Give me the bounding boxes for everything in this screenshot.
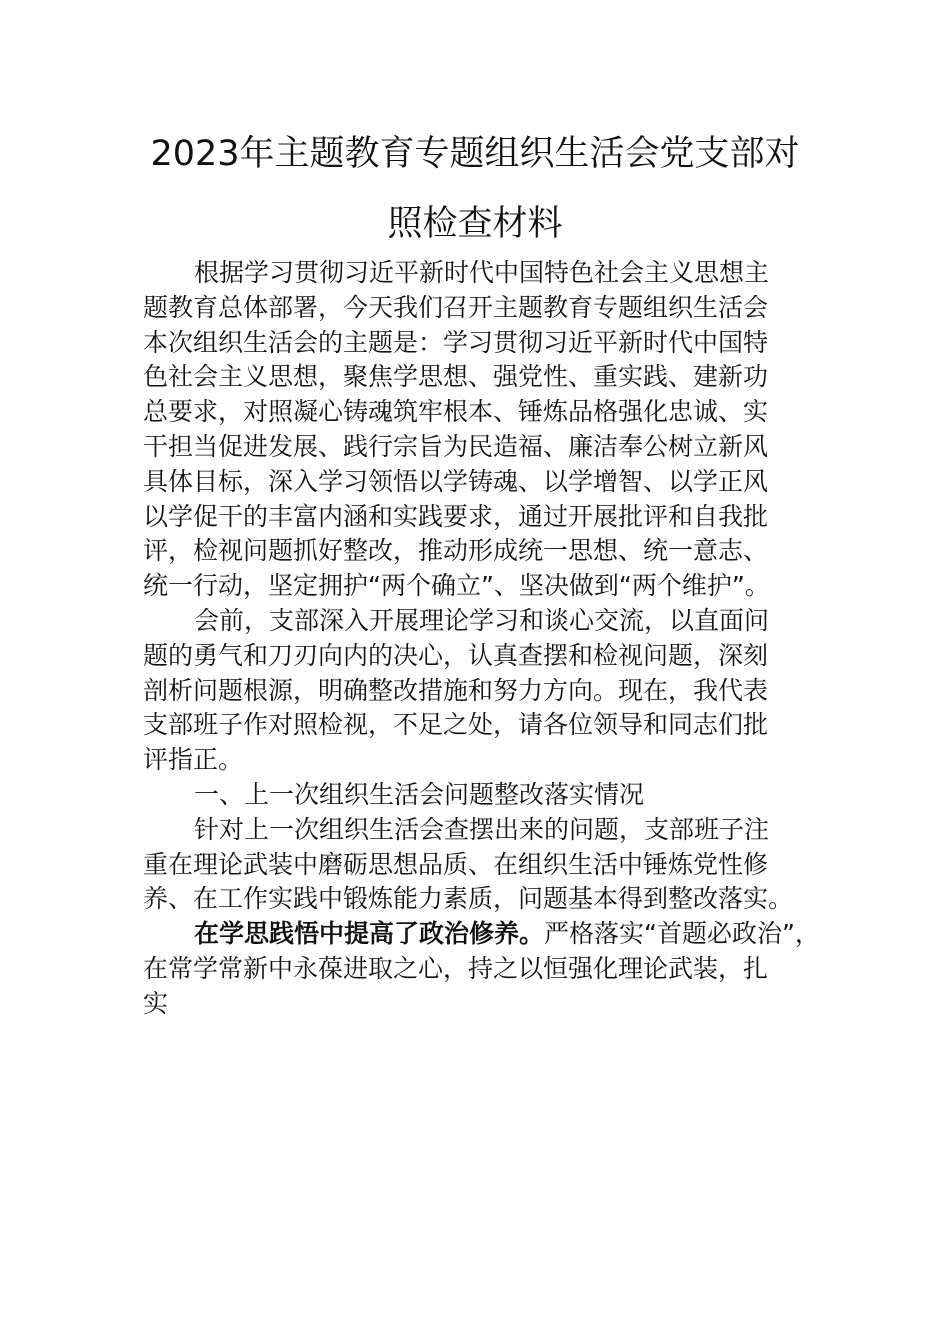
paragraph-1-line: 色社会主义思想，聚焦学思想、强党性、重实践、建新功: [143, 362, 769, 392]
paragraph-2-line: 支部班子作对照检视，不足之处，请各位领导和同志们批: [143, 710, 769, 740]
paragraph-1-line: 具体目标，深入学习领悟以学铸魂、以学增智、以学正风: [143, 466, 769, 496]
paragraph-2-line: 题的勇气和刀刃向内的决心，认真查摆和检视问题，深刻: [143, 640, 769, 670]
bold-lead-text: 在学思践悟中提高了政治修养。: [194, 919, 545, 949]
paragraph-1-line: 根据学习贯彻习近平新时代中国特色社会主义思想主: [194, 258, 770, 287]
paragraph-1-line: 题教育总体部署，今天我们召开主题教育专题组织生活会: [143, 292, 769, 322]
paragraph-2-line: 剖析问题根源，明确整改措施和努力方向。现在，我代表: [143, 675, 769, 705]
paragraph-3-line: 针对上一次组织生活会查摆出来的问题，支部班子注: [194, 814, 770, 844]
paragraph-1-line: 统一行动，坚定拥护“两个确立”、坚决做到“两个维护”。: [143, 571, 770, 601]
paragraph-4-line-rest: 严格落实“首题必政治”，: [544, 919, 820, 949]
document-title-line-2: 照检查材料: [387, 204, 563, 244]
document-body: [143, 256, 820, 1022]
paragraph-3-line: 养、在工作实践中锻炼能力素质，问题基本得到整改落实。: [143, 884, 794, 914]
section-heading: 一、上一次组织生活会问题整改落实情况: [194, 779, 645, 809]
paragraph-1-line: 以学促干的丰富内涵和实践要求，通过开展批评和自我批: [143, 501, 769, 531]
paragraph-1-line: 本次组织生活会的主题是：学习贯彻习近平新时代中国特: [143, 327, 769, 357]
paragraph-3-line: 重在理论武装中磨砺思想品质、在组织生活中锤炼党性修: [143, 849, 769, 879]
paragraph-1-line: 评，检视问题抓好整改，推动形成统一思想、统一意志、: [143, 536, 769, 566]
paragraph-4-line: 在常学常新中永葆进取之心，持之以恒强化理论武装，扎: [143, 953, 769, 983]
paragraph-1-line: 干担当促进发展、践行宗旨为民造福、廉洁奉公树立新风: [143, 431, 769, 461]
paragraph-4-line: 实: [143, 988, 169, 1018]
paragraph-1-line: 总要求，对照凝心铸魂筑牢根本、锤炼品格强化忠诚、实: [143, 397, 769, 427]
paragraph-2-line: 会前，支部深入开展理论学习和谈心交流，以直面问: [194, 605, 770, 635]
document-title-line-1: 2023年主题教育专题组织生活会党支部对: [150, 134, 800, 174]
paragraph-2-line: 评指正。: [143, 745, 244, 775]
paragraph-4-first-line: [143, 917, 820, 952]
